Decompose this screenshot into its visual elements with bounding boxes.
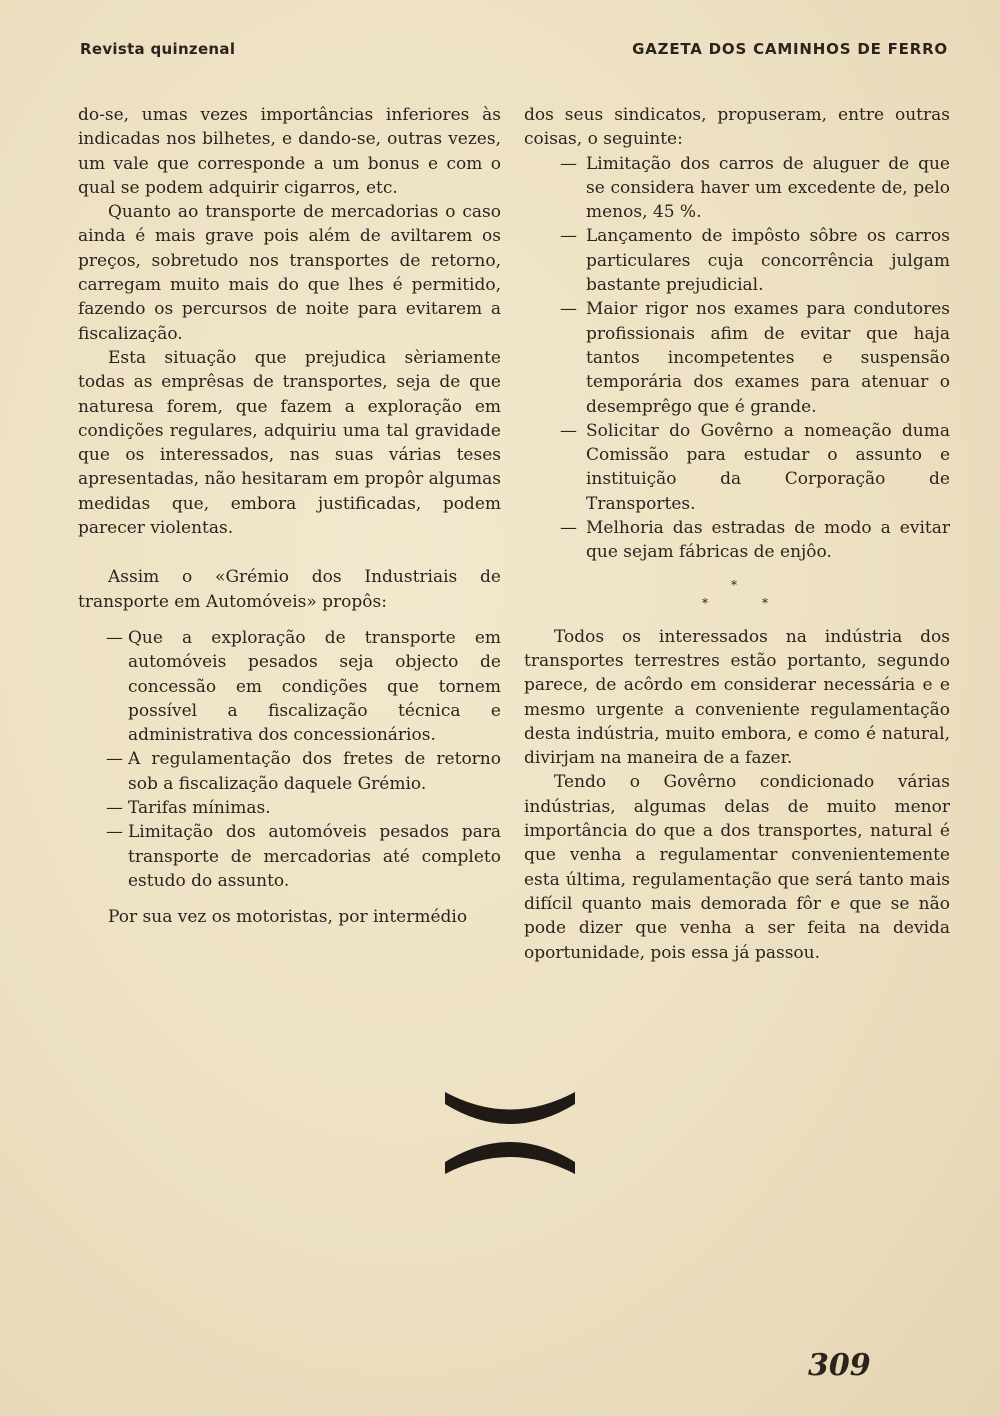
list-dash: — — [560, 299, 577, 320]
list-item — [524, 419, 950, 516]
left-column — [78, 103, 501, 930]
page-number: 309 — [808, 1348, 871, 1383]
list-item-text: Lançamento de impôsto sôbre os carros particulares cuja concorrência julgam bastante prejudicial. — [586, 226, 950, 296]
list-item-text: Que a exploração de transporte em automóveis pesados seja objecto de concessão em condições que tornem possível a fiscalização técnica e administrativa dos concessionários. — [128, 627, 501, 746]
list-dash: — — [560, 420, 577, 441]
list-item — [78, 626, 501, 747]
asterism — [524, 571, 950, 621]
list-item-text: Tarifas mínimas. — [128, 798, 271, 819]
list-dash: — — [560, 153, 577, 174]
paragraph: Todos os interessados na indústria dos transportes terrestres estão portanto, segundo parece, de acôrdo em considerar necessária e e mesmo urgente a conveniente regulamentação desta indústria, muito embora, e como é natural, divirjam na maneira de a fazer. — [524, 626, 950, 769]
asterisk: * — [762, 595, 768, 610]
right-column — [524, 103, 950, 965]
asterisk: * — [702, 595, 708, 610]
list-item-text: Maior rigor nos exames para condutores profissionais afim de evitar que haja tantos incompetentes e suspensão temporária dos exames para atenuar o desemprêgo que é grande. — [586, 299, 950, 417]
header-right: GAZETA DOS CAMINHOS DE FERRO — [632, 40, 948, 58]
list-item-text: Limitação dos automóveis pesados para transporte de mercadorias até completo estudo do assunto. — [128, 822, 501, 891]
list-dash: — — [106, 822, 123, 843]
paragraph: Tendo o Govêrno condicionado várias indústrias, algumas delas de muito menor importância do que a dos transportes, natural é que venha a regulamentar convenientemente esta última, regulamentação que será tanto mais difícil quanto mais demorada fôr e que se não pode dizer que venha a ser feita na devida oportunidade, pois essa já passou. — [524, 772, 950, 963]
list-item — [524, 152, 950, 225]
list-dash: — — [560, 226, 577, 247]
paragraph: Assim o «Grémio dos Industriais de transporte em Automóveis» propôs: — [78, 567, 501, 612]
paragraph: dos seus sindicatos, propuseram, entre outras coisas, o seguinte: — [524, 105, 950, 150]
paragraph: Por sua vez os motoristas, por intermédio — [108, 907, 468, 928]
paragraph: Quanto ao transporte de mercadorias o caso ainda é mais grave pois além de aviltarem os preços, sobretudo nos transportes de retorno, carregam muito mais do que lhes é permitido, fazendo os percursos de noite para evitarem a fiscalização. — [78, 202, 501, 344]
list-item-text: A regulamentação dos fretes de retorno sob a fiscalização daquele Grémio. — [128, 749, 501, 794]
list-dash: — — [106, 798, 123, 819]
list-item — [524, 224, 950, 297]
list-item — [78, 820, 501, 893]
list-item-text: Limitação dos carros de aluguer de que se considera haver um excedente de, pelo menos, 45 %. — [586, 153, 950, 223]
list-item — [524, 516, 950, 565]
list-dash: — — [106, 627, 123, 648]
list-item-text: Solicitar do Govêrno a nomeação duma Comissão para estudar o assunto e instituição da Corporação de Transportes. — [586, 420, 950, 514]
list-item — [524, 297, 950, 418]
double-arc-ornament-icon — [440, 1082, 580, 1182]
list-item-text: Melhoria das estradas de modo a evitar que sejam fábricas de enjôo. — [586, 518, 950, 563]
asterisk: * — [731, 577, 737, 592]
paragraph: Esta situação que prejudica sèriamente todas as emprêsas de transportes, seja de que naturesa forem, que fazem a exploração em condições regulares, adquiriu uma tal gravidade que os interessados, nas suas várias teses apresentadas, não hesitaram em propôr algumas medidas que, embora justificadas, podem parecer violentas. — [78, 347, 501, 539]
list-item — [78, 796, 501, 820]
list-dash: — — [560, 518, 577, 539]
list-dash: — — [106, 749, 123, 770]
paragraph: do-se, umas vezes importâncias inferiores às indicadas nos bilhetes, e dando-se, outras vezes, um vale que corresponde a um bonus e com o qual se podem adquirir cigarros, etc. — [78, 105, 501, 198]
list-item — [78, 747, 501, 796]
header-left: Revista quinzenal — [80, 40, 236, 58]
